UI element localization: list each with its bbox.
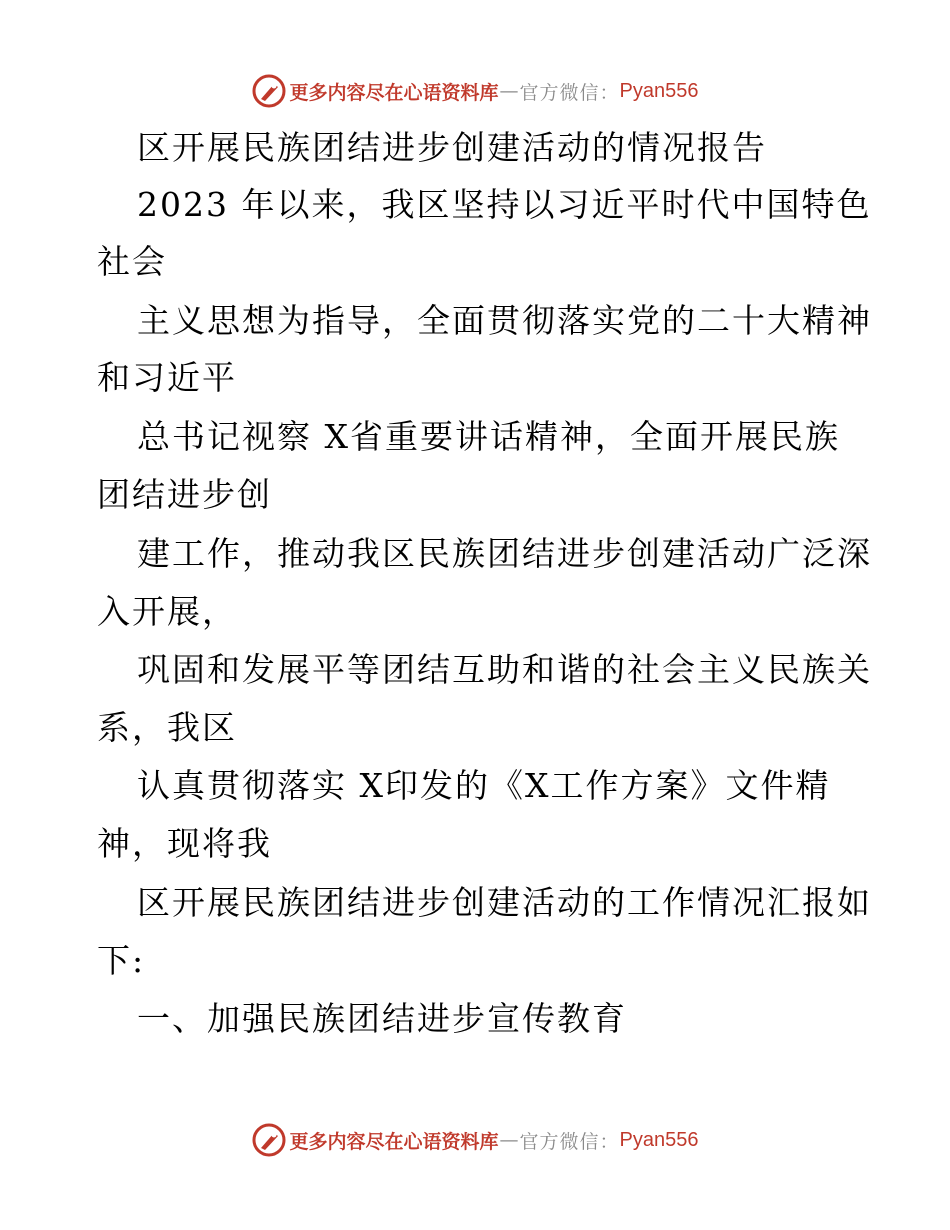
- watermark-wechat-id: Pyan556: [619, 79, 699, 102]
- paragraph-line: 巩固和发展平等团结互助和谐的社会主义民族关: [137, 650, 872, 689]
- watermark-label: 官方微信：: [519, 1130, 620, 1153]
- paragraph-line: 区开展民族团结进步创建活动的工作情况汇报如: [137, 883, 872, 922]
- paragraph-line: 总书记视察 X省重要讲话精神，全面开展民族: [137, 417, 840, 456]
- section-heading: 一、加强民族团结进步宣传教育: [137, 999, 627, 1038]
- paragraph-line: 社会: [97, 242, 167, 281]
- paragraph-line: 系，我区: [97, 708, 237, 747]
- pen-logo-icon: [252, 1123, 286, 1157]
- paragraph-line: 神，现将我: [97, 824, 272, 863]
- paragraph-line: 建工作，推动我区民族团结进步创建活动广泛深: [137, 534, 872, 573]
- paragraph-line: 团结进步创: [97, 475, 272, 514]
- paragraph-line: 和习近平: [97, 358, 237, 397]
- paragraph-line: 入开展，: [97, 592, 237, 631]
- watermark-label: 官方微信：: [519, 81, 620, 104]
- watermark-separator: —: [499, 80, 519, 102]
- paragraph-line: 主义思想为指导，全面贯彻落实党的二十大精神: [137, 301, 872, 340]
- watermark-separator: —: [499, 1129, 519, 1151]
- header-watermark: [0, 71, 950, 111]
- paragraph-line: 2023 年以来，我区坚持以习近平时代中国特色: [137, 185, 872, 224]
- footer-watermark: [0, 1120, 950, 1160]
- document-title: 区开展民族团结进步创建活动的情况报告: [137, 128, 767, 167]
- watermark-wechat-id: Pyan556: [619, 1128, 699, 1151]
- pen-logo-icon: [252, 74, 286, 108]
- paragraph-line: 下:: [97, 941, 146, 980]
- watermark-site-text: 更多内容尽在心语资料库: [289, 1130, 499, 1153]
- paragraph-line: 认真贯彻落实 X印发的《X工作方案》文件精: [137, 766, 831, 805]
- watermark-site-text: 更多内容尽在心语资料库: [289, 81, 499, 104]
